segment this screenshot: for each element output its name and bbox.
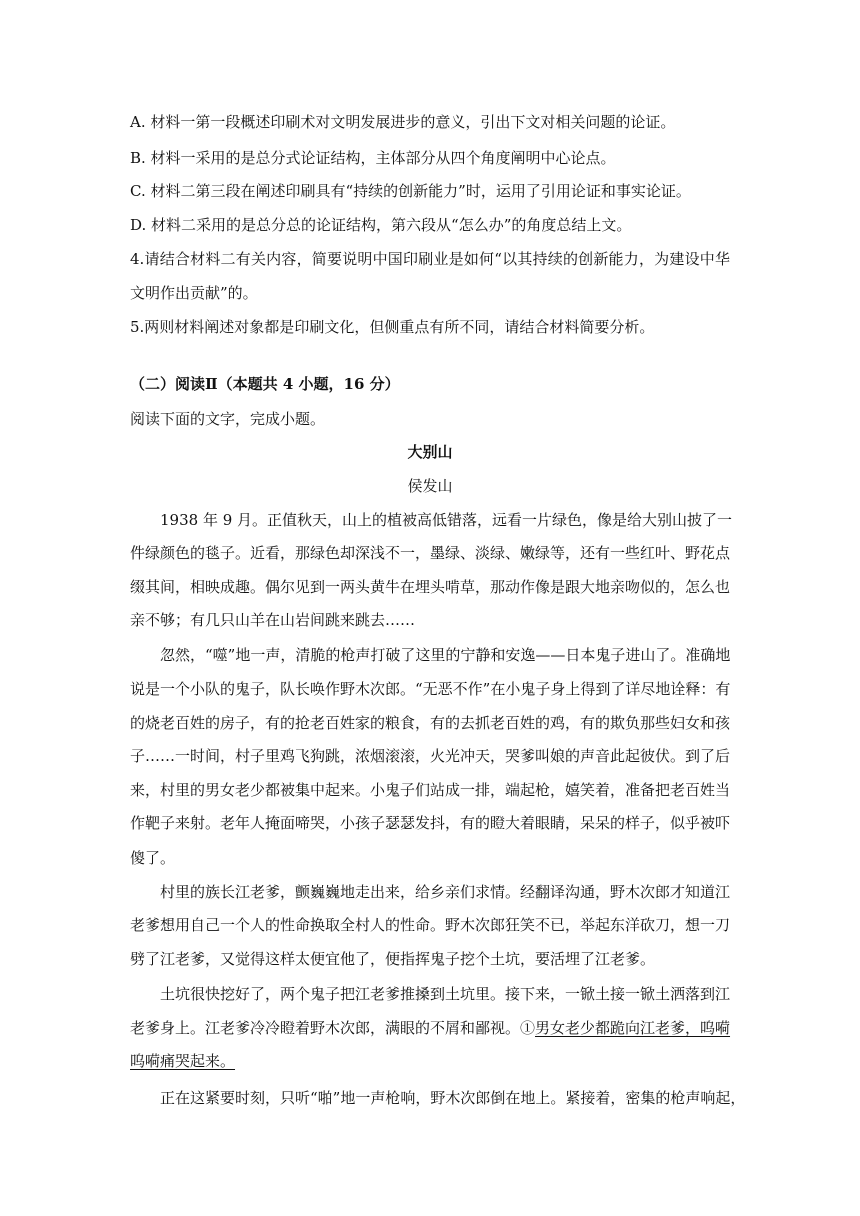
paragraph-1-line-1: 1938 年 9 月。正值秋天，山上的植被高低错落，远看一片绿色，像是给大别山披了一 — [160, 511, 733, 529]
paragraph-2-line-7: 傻了。 — [130, 849, 176, 867]
option-c: C. 材料二第三段在阐述印刷具有“持续的创新能力”时，运用了引用论证和事实论证。 — [130, 182, 691, 200]
paragraph-2-line-1: 忽然，“噬”地一声，清脆的枪声打破了这里的宁静和安逸——日本鬼子进山了。准确地 — [160, 646, 731, 664]
story-title: 大别山 — [407, 443, 453, 461]
paragraph-2-line-5: 来，村里的男女老少都被集中起来。小鬼子们站成一排，端起枪，嬉笑着，准备把老百姓当 — [130, 781, 731, 799]
underlined-sentence-1: 男女老少都跪向江老爹，呜嗬 — [535, 1019, 731, 1037]
paragraph-2-line-6: 作靶子来射。老年人掩面啼哭，小孩子瑟瑟发抖，有的瞪大着眼睛，呆呆的样子，似乎被吓 — [130, 814, 731, 832]
option-d: D. 材料二采用的是总分总的论证结构，第六段从“怎么办”的角度总结上文。 — [130, 216, 632, 234]
paragraph-4-line-1: 土坑很快挖好了，两个鬼子把江老爹推搡到土坑里。接下来，一锨土接一锨土洒落到江 — [160, 985, 731, 1003]
paragraph-2-line-2: 说是一个小队的鬼子，队长唤作野木次郎。“无恶不作”在小鬼子身上得到了详尽地诠释：有 — [130, 680, 731, 698]
option-b: B. 材料一采用的是总分式论证结构，主体部分从四个角度阐明中心论点。 — [130, 149, 616, 167]
paragraph-1-line-4: 亲不够；有几只山羊在山岩间跳来跳去…… — [130, 611, 416, 629]
question-4-line-2: 文明作出贡献”的。 — [130, 284, 258, 302]
paragraph-3-line-2: 老爹想用自己一个人的性命换取全村人的性命。野木次郎狂笑不已，举起东洋砍刀，想一刀 — [130, 916, 731, 934]
paragraph-2-line-3: 的烧老百姓的房子，有的抢老百姓家的粮食，有的去抓老百姓的鸡，有的欺负那些妇女和孩 — [130, 714, 731, 732]
paragraph-1-line-3: 缀其间，相映成趣。偶尔见到一两头黄牛在埋头啃草，那动作像是跟大地亲吻似的，怎么也 — [130, 578, 731, 596]
option-a: A. 材料一第一段概述印刷术对文明发展进步的意义，引出下文对相关问题的论证。 — [130, 113, 676, 131]
underlined-sentence-1-end: 呜嗬痛哭起来。 — [130, 1052, 236, 1070]
question-5: 5.两则材料阐述对象都是印刷文化，但侧重点有所不同，请结合材料简要分析。 — [130, 318, 655, 336]
paragraph-4-line-2-text: 老爹身上。江老爹冷冷瞪着野木次郎，满眼的不屑和鄙视。① — [130, 1019, 536, 1037]
paragraph-4-line-2 — [130, 1018, 730, 1038]
section-title: （二）阅读Ⅱ（本题共 4 小题，16 分） — [130, 375, 400, 393]
paragraph-4-line-3 — [130, 1051, 730, 1071]
paragraph-3-line-3: 劈了江老爹，又觉得这样太便宜他了，便指挥鬼子挖个土坑，要活埋了江老爹。 — [130, 950, 656, 968]
author: 侯发山 — [407, 477, 453, 495]
instruction: 阅读下面的文字，完成小题。 — [130, 410, 326, 428]
paragraph-5-line-1: 正在这紧要时刻，只听“啪”地一声枪响，野木次郎倒在地上。紧接着，密集的枪声响起， — [160, 1089, 746, 1107]
paragraph-1-line-2: 件绿颜色的毯子。近看，那绿色却深浅不一，墨绿、淡绿、嫩绿等，还有一些红叶、野花点 — [130, 544, 731, 562]
paragraph-3-line-1: 村里的族长江老爹，颤巍巍地走出来，给乡亲们求情。经翻译沟通，野木次郎才知道江 — [160, 883, 731, 901]
question-4-line-1: 4.请结合材料二有关内容，简要说明中国印刷业是如何“以其持续的创新能力，为建设中华 — [130, 250, 730, 268]
paragraph-2-line-4: 子……一时间，村子里鸡飞狗跳，浓烟滚滚，火光冲天，哭爹叫娘的声音此起彼伏。到了后 — [130, 747, 731, 765]
